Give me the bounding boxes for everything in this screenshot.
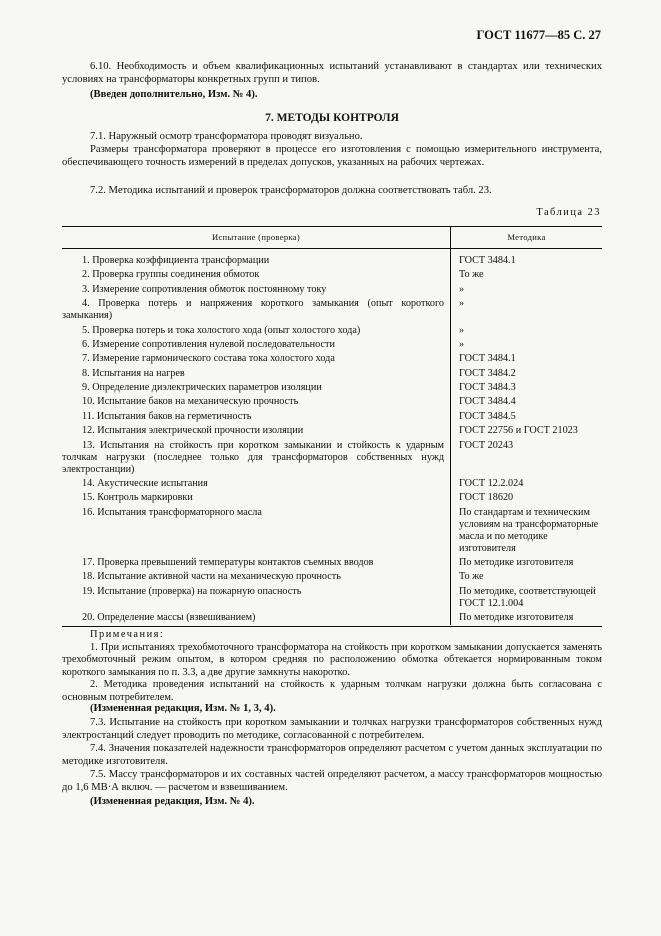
test-text: 17. Проверка превышений температуры контактов съемных вводов bbox=[82, 557, 374, 568]
cell-test bbox=[62, 611, 451, 625]
test-text: 2. Проверка группы соединения обмоток bbox=[82, 269, 260, 281]
cell-test bbox=[62, 505, 451, 555]
table-row bbox=[62, 323, 602, 337]
cell-test bbox=[62, 585, 451, 611]
cell-method: То же bbox=[459, 269, 484, 281]
note-1: 1. При испытаниях трехобмоточного трансформатора на стойкость при коротком замыкании допускается заменять трехобмоточный режим опытом, в котором средняя по расположению обмотка обтекается нормированным током короткого замыкания по п. 3.3, а две другие замкнуты накоротко. bbox=[62, 641, 602, 678]
table-row bbox=[62, 297, 602, 323]
paragraph-6-10: 6.10. Необходимость и объем квалификационных испытаний устанавливают в стандартах или технических условиях на трансформаторы конкретных групп и типов. bbox=[62, 61, 602, 85]
amendment-note-2: (Измененная редакция, Изм. № 4). bbox=[90, 796, 255, 807]
table-row bbox=[62, 585, 602, 611]
table-row bbox=[62, 395, 602, 409]
table-row bbox=[62, 477, 602, 491]
table-row bbox=[62, 410, 602, 424]
test-text: 8. Испытания на нагрев bbox=[82, 367, 185, 379]
table-row bbox=[62, 505, 602, 555]
cell-test bbox=[62, 395, 451, 409]
amendment-note-6-10: (Введен дополнительно, Изм. № 4). bbox=[90, 89, 258, 100]
test-text: 3. Измерение сопротивления обмоток постоянному току bbox=[82, 283, 327, 295]
table-row bbox=[62, 438, 602, 476]
test-text: 4. Проверка потерь и напряжения короткого замыкания (опыт короткого замыкания) bbox=[62, 298, 444, 322]
section-title: 7. МЕТОДЫ КОНТРОЛЯ bbox=[265, 112, 399, 124]
cell-test bbox=[62, 410, 451, 424]
test-text: 15. Контроль маркировки bbox=[82, 492, 193, 504]
test-text: 6. Измерение сопротивления нулевой последовательности bbox=[82, 338, 335, 350]
methods-table bbox=[62, 226, 602, 625]
cell-test bbox=[62, 477, 451, 491]
table-row bbox=[62, 570, 602, 584]
table-row bbox=[62, 424, 602, 438]
table-row bbox=[62, 352, 602, 366]
notes-block bbox=[62, 626, 602, 704]
paragraph-7-2: 7.2. Методика испытаний и проверок трансформаторов должна соответствовать табл. 23. bbox=[90, 185, 492, 196]
cell-method: ГОСТ 20243 bbox=[459, 439, 514, 451]
page-header: ГОСТ 11677—85 С. 27 bbox=[476, 28, 601, 42]
paragraph-7-3: 7.3. Испытание на стойкость при коротком замыкании и толчках нагрузки трансформаторов собственных нужд электростанций следует проводить по методике, согласованной с потребителем. bbox=[62, 717, 602, 741]
test-text: 14. Акустические испытания bbox=[82, 477, 208, 489]
paragraph-7-5: 7.5. Массу трансформаторов и их составных частей определяют расчетом, а массу трансформаторов мощностью до 1,6 МВ·А включ. — расчетом и взвешиванием. bbox=[62, 769, 602, 793]
test-text: 20. Определение массы (взвешиванием) bbox=[82, 612, 256, 624]
table-row bbox=[62, 338, 602, 352]
cell-method: ГОСТ 3484.1 bbox=[459, 353, 516, 365]
cell-test bbox=[62, 556, 451, 570]
cell-test bbox=[62, 570, 451, 584]
table-row bbox=[62, 491, 602, 505]
cell-method: По методике, соответствующей ГОСТ 12.1.004 bbox=[459, 585, 596, 609]
cell-method: ГОСТ 12.2.024 bbox=[459, 477, 524, 489]
paragraph-7-4: 7.4. Значения показателей надежности трансформаторов определяют расчетом с учетом данных эксплуатации по методике изготовителя. bbox=[62, 743, 602, 767]
test-text: 18. Испытание активной части на механическую прочность bbox=[82, 571, 341, 583]
table-row bbox=[62, 283, 602, 297]
amendment-note-1: (Измененная редакция, Изм. № 1, 3, 4). bbox=[90, 703, 276, 714]
cell-test bbox=[62, 366, 451, 380]
test-text: 11. Испытания баков на герметичность bbox=[82, 410, 252, 422]
table-row bbox=[62, 556, 602, 570]
cell-method: По методике изготовителя bbox=[459, 557, 574, 568]
cell-test bbox=[62, 352, 451, 366]
cell-method: ГОСТ 3484.4 bbox=[459, 396, 516, 408]
cell-method: » bbox=[459, 338, 465, 350]
cell-test bbox=[62, 323, 451, 337]
test-text: 13. Испытания на стойкость при коротком замыкании и стойкость к ударным толчкам нагрузки (последнее только для трансформаторов собственных нужд электростанции) bbox=[62, 439, 444, 475]
cell-method: ГОСТ 22756 и ГОСТ 21023 bbox=[459, 425, 578, 437]
table-body bbox=[62, 249, 602, 626]
test-text: 19. Испытание (проверка) на пожарную опасность bbox=[82, 585, 302, 597]
paragraph-7-1-b: Размеры трансформатора проверяют в процессе его изготовления с помощью измерительного инструмента, обеспечивающего точность измерений в пределах допусков, указанных на рабочих чертежах. bbox=[62, 144, 602, 168]
cell-method: То же bbox=[459, 571, 484, 583]
cell-test bbox=[62, 268, 451, 282]
test-text: 7. Измерение гармонического состава тока холостого хода bbox=[82, 353, 335, 365]
cell-test bbox=[62, 338, 451, 352]
cell-test bbox=[62, 249, 451, 269]
cell-method: ГОСТ 3484.5 bbox=[459, 410, 516, 422]
cell-method: По методике изготовителя bbox=[459, 612, 574, 624]
cell-method: » bbox=[459, 298, 465, 310]
cell-test bbox=[62, 491, 451, 505]
cell-test bbox=[62, 297, 451, 323]
table-header-row bbox=[62, 227, 602, 249]
test-text: 10. Испытание баков на механическую прочность bbox=[82, 396, 299, 408]
cell-test bbox=[62, 438, 451, 476]
cell-test bbox=[62, 381, 451, 395]
table-label: Таблица 23 bbox=[536, 207, 601, 218]
paragraph-7-1: 7.1. Наружный осмотр трансформатора проводят визуально. bbox=[90, 131, 363, 142]
cell-method: » bbox=[459, 324, 465, 336]
notes-title: Примечания: bbox=[90, 629, 165, 640]
cell-test bbox=[62, 424, 451, 438]
column-header-method: Методика bbox=[451, 227, 603, 249]
note-2: 2. Методика проведения испытаний на стойкость к ударным толчкам нагрузки должна быть согласована с основным потребителем. bbox=[62, 679, 602, 703]
test-text: 16. Испытания трансформаторного масла bbox=[82, 506, 262, 518]
test-text: 1. Проверка коэффициента трансформации bbox=[82, 255, 270, 266]
cell-method: » bbox=[459, 283, 465, 295]
table-row bbox=[62, 366, 602, 380]
cell-method: ГОСТ 18620 bbox=[459, 492, 514, 504]
table-row bbox=[62, 249, 602, 269]
table-row bbox=[62, 381, 602, 395]
cell-method: ГОСТ 3484.3 bbox=[459, 382, 516, 393]
cell-method: ГОСТ 3484.1 bbox=[459, 255, 516, 266]
cell-test bbox=[62, 283, 451, 297]
test-text: 5. Проверка потерь и тока холостого хода (опыт холостого хода) bbox=[82, 324, 361, 336]
test-text: 9. Определение диэлектрических параметров изоляции bbox=[82, 382, 322, 393]
cell-method: ГОСТ 3484.2 bbox=[459, 367, 516, 379]
table-row bbox=[62, 611, 602, 625]
test-text: 12. Испытания электрической прочности изоляции bbox=[82, 425, 304, 437]
column-header-test: Испытание (проверка) bbox=[62, 227, 451, 249]
table-row bbox=[62, 268, 602, 282]
cell-method: По стандартам и техническим условиям на трансформаторные масла и по методике изготовителя bbox=[459, 506, 599, 554]
